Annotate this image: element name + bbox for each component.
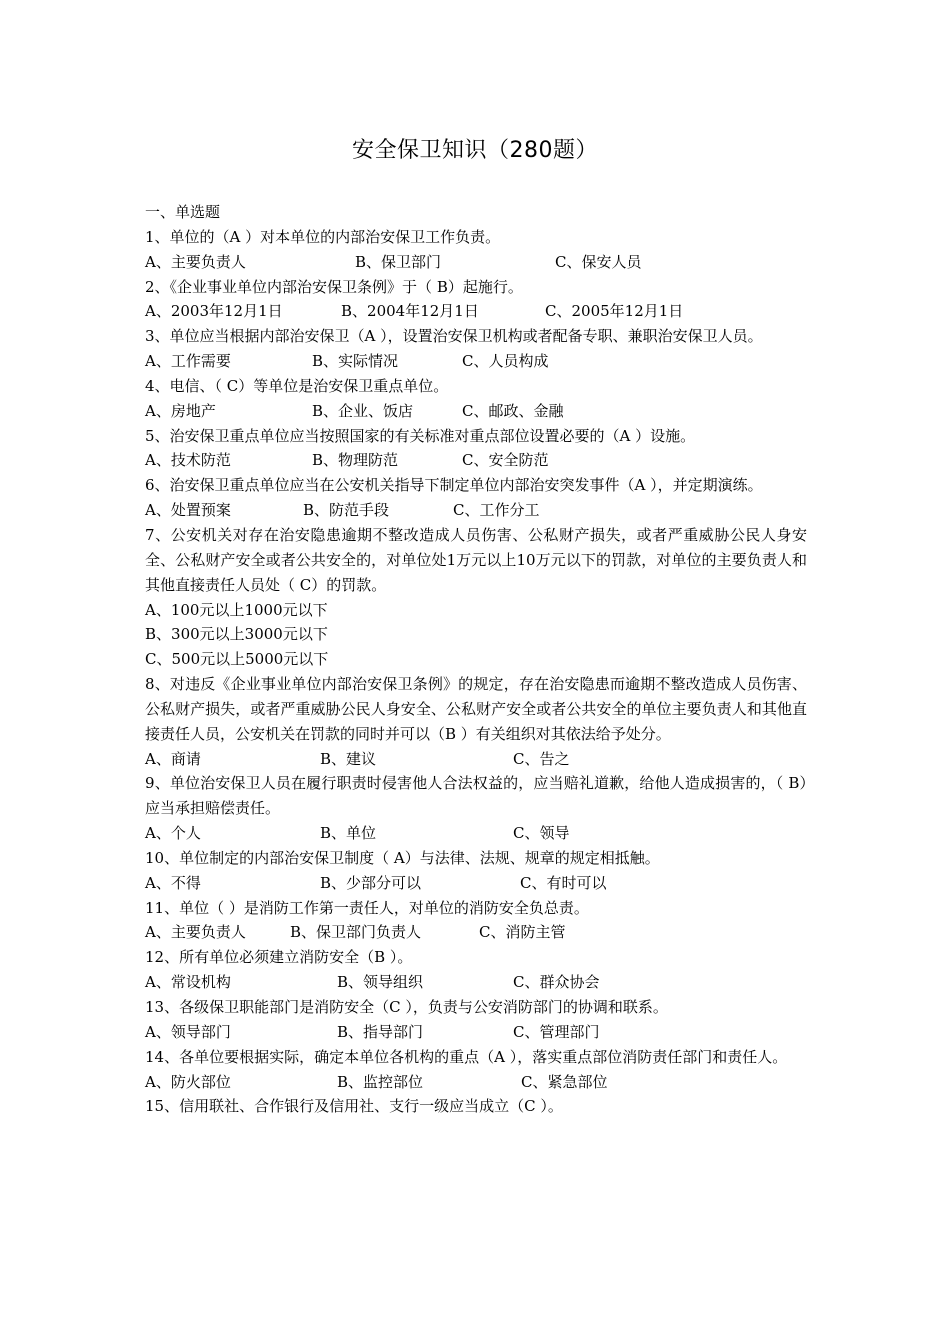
option-b: B、物理防范: [312, 451, 399, 470]
option-row: [145, 1020, 807, 1045]
option-b: B、单位: [320, 824, 377, 843]
option-a: A、常设机构: [145, 973, 231, 992]
option-row: [145, 747, 807, 772]
option-row: [145, 821, 807, 846]
question-stem: 15、信用联社、合作银行及信用社、支行一级应当成立（C ）。: [145, 1097, 563, 1116]
option-c: C、邮政、金融: [462, 401, 564, 420]
question-list: [145, 200, 807, 1119]
option-a: A、个人: [145, 824, 201, 843]
option-c: C、有时可以: [520, 873, 607, 892]
option-c: C、人员构成: [462, 352, 549, 371]
question-stem: 1、单位的（A ）对本单位的内部治安保卫工作负责。: [145, 227, 501, 246]
option-row: [145, 1070, 807, 1095]
question-stem: 9、单位治安保卫人员在履行职责时侵害他人合法权益的，应当赔礼道歉，给他人造成损害的，（ B）应当承担赔偿责任。: [145, 774, 807, 818]
section-heading: 一、单选题: [145, 203, 221, 221]
option-c: C、500元以上5000元以下: [145, 650, 329, 669]
option-row: [145, 250, 807, 275]
option-b: B、建议: [320, 749, 377, 768]
option-c: C、工作分工: [453, 501, 540, 520]
option-a: A、不得: [145, 873, 201, 892]
page-title: 安全保卫知识（280题）: [352, 138, 598, 163]
question-stem: 4、电信、（ C）等单位是治安保卫重点单位。: [145, 376, 449, 395]
question-stem: 12、所有单位必须建立消防安全（B ）。: [145, 948, 413, 967]
option-a: A、领导部门: [145, 1022, 231, 1041]
option-row: [145, 871, 807, 896]
option-c: C、保安人员: [555, 252, 642, 271]
option-c: C、领导: [513, 824, 570, 843]
question-stem: 11、单位（ ）是消防工作第一责任人，对单位的消防安全负总责。: [145, 898, 589, 917]
option-b: B、领导组织: [337, 973, 424, 992]
question-stem: 8、对违反《企业事业单位内部治安保卫条例》的规定，存在治安隐患而逾期不整改造成人员伤害、公私财产损失，或者严重威胁公民人身安全、公私财产安全或者公共安全的单位主要负责人和其他直接责任人员，公安机关在罚款的同时并可以（B ）有关组织对其依法给予处分。: [145, 675, 807, 743]
option-c: C、管理部门: [513, 1022, 600, 1041]
option-a: A、主要负责人: [145, 252, 246, 271]
option-c: C、紧急部位: [521, 1072, 608, 1091]
option-a: A、防火部位: [145, 1072, 231, 1091]
option-a: A、2003年12月1日: [145, 302, 283, 321]
option-b: B、监控部位: [337, 1072, 424, 1091]
question-stem: 2、《企业事业单位内部治安保卫条例》于（ B）起施行。: [145, 277, 523, 296]
option-a: A、工作需要: [145, 352, 231, 371]
question-stem: 10、单位制定的内部治安保卫制度（ A）与法律、法规、规章的规定相抵触。: [145, 848, 660, 867]
option-a: A、处置预案: [145, 501, 231, 520]
option-b: B、保卫部门: [355, 252, 442, 271]
question-stem: 7、公安机关对存在治安隐患逾期不整改造成人员伤害、公私财产损失，或者严重威胁公民人身安全、公私财产安全或者公共安全的，对单位处1万元以上10万元以下的罚款，对单位的主要负责人和其他直接责任人员处（ C）的罚款。: [145, 525, 807, 594]
option-row: [145, 920, 807, 945]
question-stem: 13、各级保卫职能部门是消防安全（C ），负责与公安消防部门的协调和联系。: [145, 998, 668, 1016]
option-b: B、300元以上3000元以下: [145, 625, 328, 644]
option-row: [145, 970, 807, 995]
question-stem: 5、治安保卫重点单位应当按照国家的有关标准对重点部位设置必要的（A ）设施。: [145, 426, 696, 445]
option-a: A、房地产: [145, 401, 216, 420]
option-b: B、防范手段: [303, 501, 390, 520]
question-stem: 3、单位应当根据内部治安保卫（A ），设置治安保卫机构或者配备专职、兼职治安保卫人员。: [145, 327, 763, 346]
option-c: C、安全防范: [462, 451, 549, 470]
option-b: B、保卫部门负责人: [290, 923, 422, 942]
option-b: B、指导部门: [337, 1022, 424, 1041]
option-c: C、消防主管: [479, 923, 566, 942]
option-b: B、2004年12月1日: [341, 302, 479, 321]
option-row: [145, 448, 807, 473]
question-stem: 6、治安保卫重点单位应当在公安机关指导下制定单位内部治安突发事件（A ），并定期演练。: [145, 476, 763, 495]
option-row: [145, 498, 807, 523]
option-row: [145, 399, 807, 424]
question-stem: 14、各单位要根据实际，确定本单位各机构的重点（A ），落实重点部位消防责任部门和责任人。: [145, 1047, 788, 1066]
option-c: C、告之: [513, 749, 570, 768]
option-b: B、企业、饭店: [312, 401, 414, 420]
option-a: A、100元以上1000元以下: [145, 600, 328, 619]
option-a: A、技术防范: [145, 451, 231, 470]
option-c: C、2005年12月1日: [545, 302, 684, 321]
option-b: B、少部分可以: [320, 873, 422, 892]
option-row: [145, 349, 807, 374]
option-row: [145, 299, 807, 324]
option-a: A、商请: [145, 749, 201, 768]
option-a: A、主要负责人: [145, 923, 246, 942]
option-c: C、群众协会: [513, 973, 600, 992]
option-b: B、实际情况: [312, 352, 399, 371]
